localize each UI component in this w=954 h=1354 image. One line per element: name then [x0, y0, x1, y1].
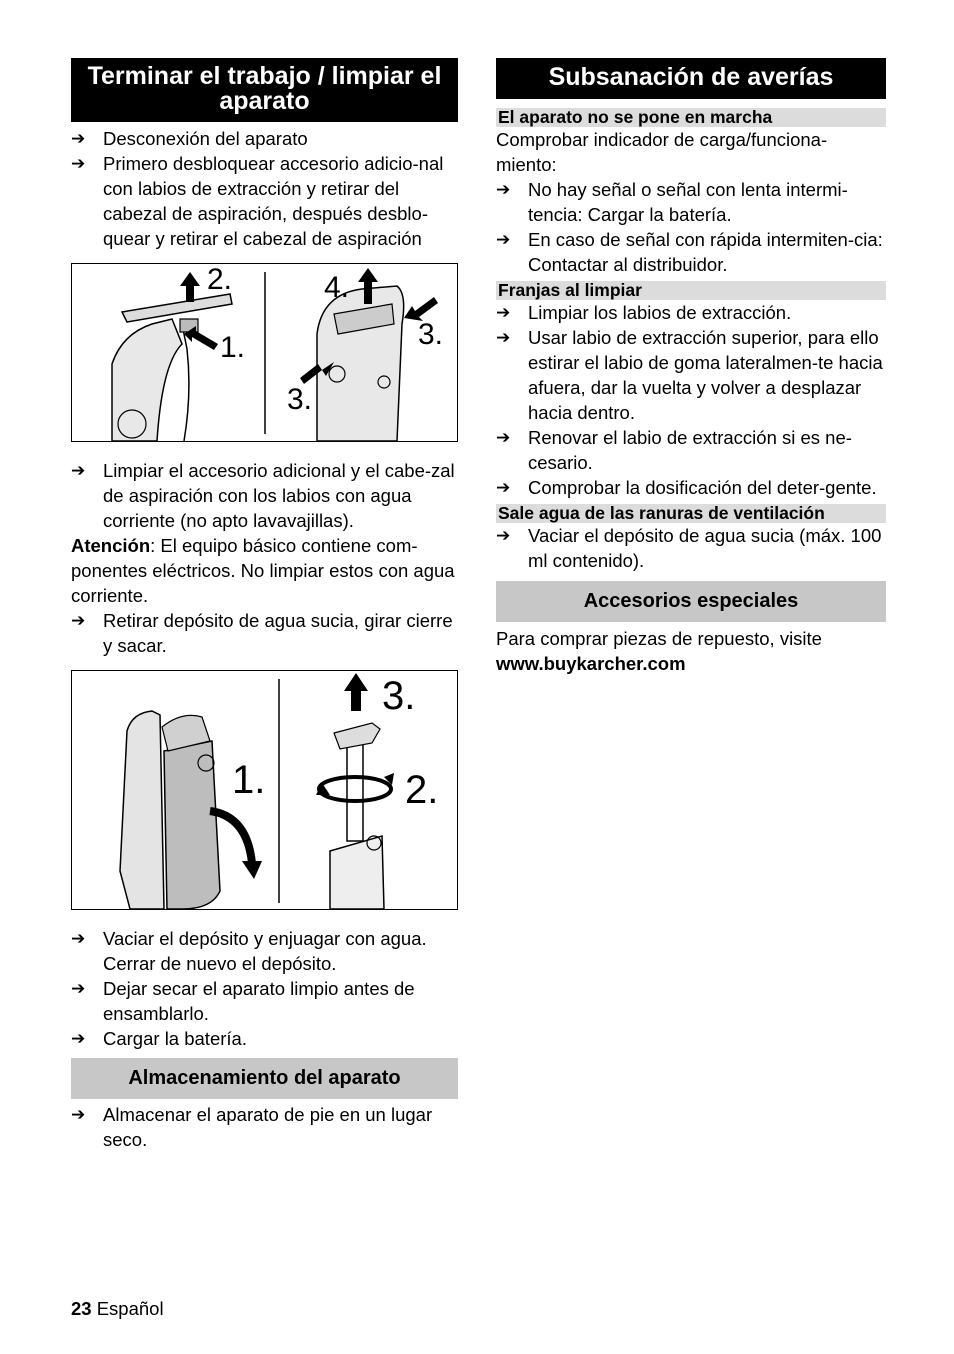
right-column: [496, 58, 886, 676]
attention-label: Atención: [71, 535, 151, 556]
step-item: ➔ Primero desbloquear accesorio adicio-nal con labios de extracción y retirar del cabezal de aspiración, después desblo-quear y retirar el cabezal de aspiración: [71, 153, 444, 249]
arrow-right-icon: ➔: [496, 526, 511, 545]
step-item: ➔ Usar labio de extracción superior, para ello estirar el labio de goma lateralmen-te hacia afuera, dar la vuelta y volver a desplazar hacia dentro.: [496, 327, 883, 423]
step-list: [71, 1102, 458, 1152]
attention-note: Atención: El equipo básico contiene com-ponentes eléctricos. No limpiar estos con agua corriente.: [71, 535, 455, 606]
paragraph: Comprobar indicador de carga/funciona-miento:: [496, 129, 828, 175]
illustration-dirty-water-tank: [72, 671, 456, 909]
section-heading-storage: Almacenamiento del aparato: [71, 1058, 458, 1099]
step-list: [71, 926, 458, 1051]
arrow-right-icon: ➔: [496, 478, 511, 497]
step-list: [71, 126, 458, 251]
step-number-label: 1.: [232, 758, 266, 802]
arrow-right-icon: ➔: [496, 303, 511, 322]
arrow-right-icon: ➔: [71, 154, 86, 173]
step-item: ➔ Desconexión del aparato: [71, 128, 308, 149]
section-heading-troubleshooting: Subsanación de averías: [496, 58, 886, 99]
arrow-right-icon: ➔: [496, 230, 511, 249]
arrow-right-icon: ➔: [496, 328, 511, 347]
step-item: ➔ Vaciar el depósito de agua sucia (máx. 100 ml contenido).: [496, 525, 882, 571]
arrow-right-icon: ➔: [71, 129, 86, 148]
page-number: 23: [71, 1298, 92, 1319]
step-list: [71, 608, 458, 658]
arrow-right-icon: ➔: [71, 611, 86, 630]
page-footer: [71, 1296, 164, 1321]
step-list: [496, 300, 886, 500]
step-item: ➔ Limpiar los labios de extracción.: [496, 302, 792, 323]
illustration-device-head: [72, 264, 456, 441]
step-number-label: 4.: [324, 271, 350, 304]
step-number-label: 3.: [287, 383, 313, 416]
step-list: [71, 458, 458, 533]
language-label: Español: [96, 1298, 164, 1319]
paragraph: Para comprar piezas de repuesto, visite: [496, 628, 822, 649]
figure-remove-attachments: [71, 263, 458, 442]
subheading-streaks: Franjas al limpiar: [496, 281, 886, 300]
arrow-right-icon: ➔: [71, 929, 86, 948]
arrow-right-icon: ➔: [71, 1105, 86, 1124]
arrow-right-icon: ➔: [496, 428, 511, 447]
step-number-label: 1.: [220, 331, 246, 364]
step-item: ➔ Dejar secar el aparato limpio antes de ensamblarlo.: [71, 978, 415, 1024]
step-item: ➔ Retirar depósito de agua sucia, girar cierre y sacar.: [71, 610, 453, 656]
section-heading-accessories: Accesorios especiales: [496, 581, 886, 622]
arrow-right-icon: ➔: [71, 979, 86, 998]
step-number-label: 3.: [382, 674, 416, 718]
website-link[interactable]: www.buykarcher.com: [496, 653, 686, 674]
arrow-right-icon: ➔: [71, 1029, 86, 1048]
step-item: ➔ Comprobar la dosificación del deter-gente.: [496, 477, 877, 498]
step-item: ➔ Almacenar el aparato de pie en un lugar seco.: [71, 1104, 433, 1150]
step-item: ➔ Vaciar el depósito y enjuagar con agua. Cerrar de nuevo el depósito.: [71, 928, 427, 974]
step-item: ➔ Cargar la batería.: [71, 1028, 247, 1049]
arrow-right-icon: ➔: [71, 461, 86, 480]
step-list: [496, 177, 886, 277]
step-number-label: 2.: [405, 768, 439, 812]
arrow-right-icon: ➔: [496, 180, 511, 199]
left-column: [71, 58, 458, 1152]
section-heading-cleaning: Terminar el trabajo / limpiar el aparato: [71, 58, 458, 122]
step-number-label: 2.: [207, 264, 233, 296]
step-item: ➔ No hay señal o señal con lenta intermi-tencia: Cargar la batería.: [496, 179, 848, 225]
subheading-vent-water: Sale agua de las ranuras de ventilación: [496, 504, 886, 523]
step-item: ➔ En caso de señal con rápida intermiten-cia: Contactar al distribuidor.: [496, 229, 883, 275]
step-number-label: 3.: [418, 318, 444, 351]
step-item: ➔ Renovar el labio de extracción si es ne-cesario.: [496, 427, 852, 473]
figure-remove-tank: [71, 670, 458, 910]
step-item: ➔ Limpiar el accesorio adicional y el cabe-zal de aspiración con los labios con agua corriente (no apto lavavajillas).: [71, 460, 455, 531]
step-list: [496, 523, 886, 573]
subheading-no-start: El aparato no se pone en marcha: [496, 108, 886, 127]
